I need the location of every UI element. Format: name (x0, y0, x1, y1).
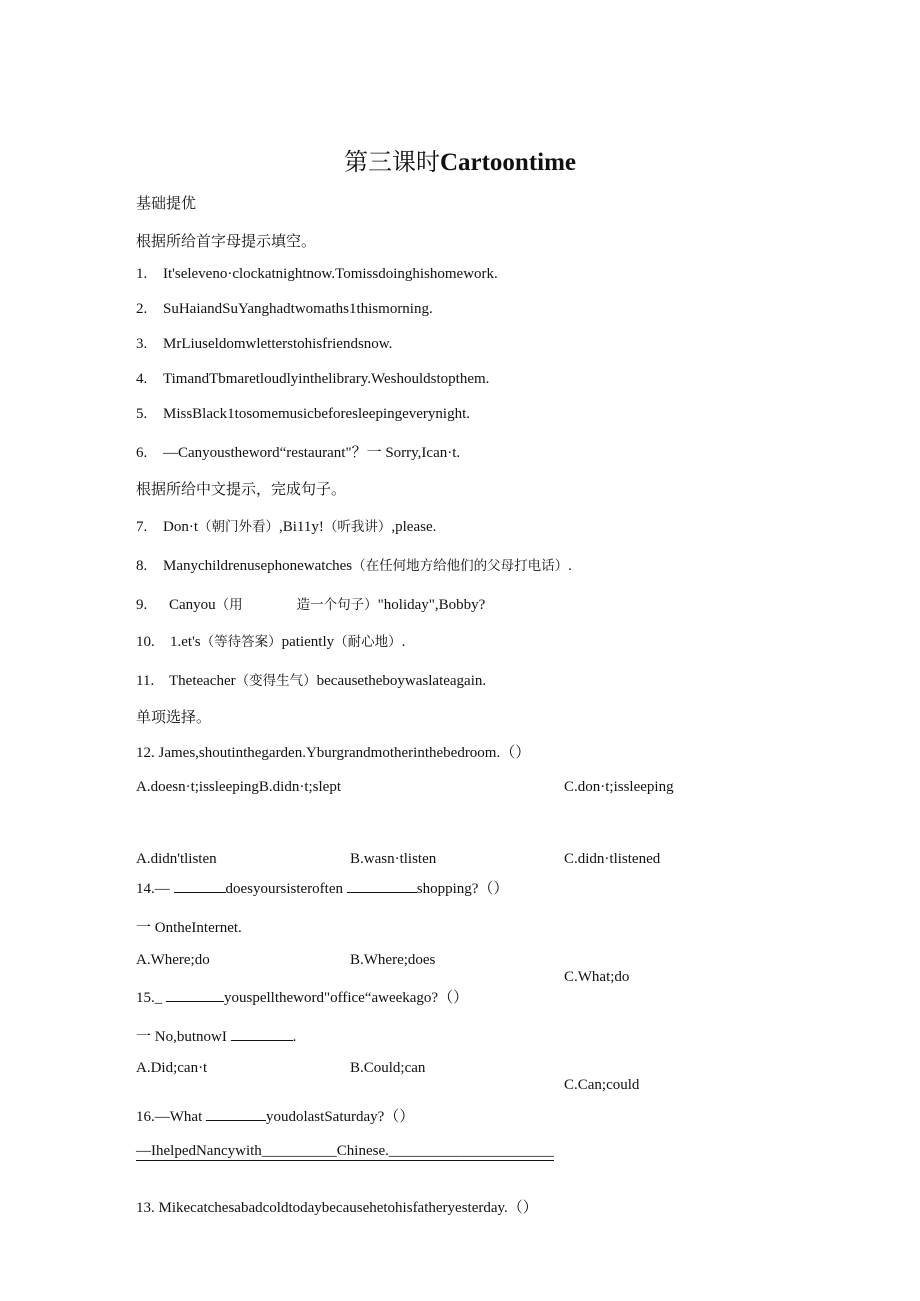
question-6: 6. —Canyoustheword“restaurant"？一 Sorry,Ican·t. (136, 445, 461, 461)
question-12: 12. James,shoutinthegarden.Yburgrandmotherinthebedroom.（） (136, 745, 531, 761)
answer-blank (347, 880, 417, 893)
q16-answer: —IhelpedNancywith__________Chinese.______________________ (136, 1143, 554, 1159)
q14-option-c: C.What;do (564, 969, 630, 985)
q15-option-a: A.Did;can·t (136, 1060, 208, 1076)
section-complete-cn: 根据所给中文提示，完成句子。 (136, 480, 347, 498)
q13-option-b: B.wasn·tlisten (350, 851, 437, 867)
q12-option-c: C.don·t;issleeping (564, 779, 674, 795)
question-7: 7. Don·t（朝门外看）,Bi11y!（听我讲）,please. (136, 519, 437, 535)
question-16: 16.—What youdolastSaturday?（） (136, 1109, 415, 1125)
q15-option-b: B.Could;can (350, 1060, 426, 1076)
section-fill-initial: 根据所给首字母提示填空。 (136, 232, 317, 250)
question-9: 9. Canyou（用 造一个句子）"holiday",Bobby? (136, 597, 486, 613)
q13-option-a: A.didn'tlisten (136, 851, 217, 867)
question-4: 4. TimandTbmaretloudlyinthelibrary.Weshouldstopthem. (136, 371, 490, 387)
question-1: 1. It'seleveno·clockatnightnow.Tomissdoinghishomework. (136, 266, 498, 282)
question-3: 3. MrLiuseldomwletterstohisfriendsnow. (136, 336, 393, 352)
q12-options-ab: A.doesn·t;issleepingB.didn·t;slept (136, 779, 341, 795)
question-8: 8. Manychildrenusephonewatches（在任何地方给他们的父母打电话）. (136, 558, 572, 574)
answer-blank (206, 1108, 266, 1121)
q15-answer: 一 No,butnowI . (136, 1029, 297, 1045)
q14-answer: 一 OntheInternet. (136, 920, 242, 936)
q14-option-a: A.Where;do (136, 952, 210, 968)
answer-blank (231, 1028, 293, 1041)
title-english: Cartoontime (439, 149, 577, 176)
q14-option-b: B.Where;does (350, 952, 436, 968)
question-14: 14.— doesyoursisteroften shopping?（） (136, 881, 509, 897)
question-11: 11. Theteacher（变得生气）becausetheboywaslateagain. (136, 673, 487, 689)
section-choice: 单项选择。 (136, 708, 212, 726)
question-5: 5. MissBlack1tosomemusicbeforesleepingeverynight. (136, 406, 471, 422)
q15-option-c: C.Can;could (564, 1077, 640, 1093)
question-15: 15._ youspelltheword"office“aweekago?（） (136, 990, 469, 1006)
question-2: 2. SuHaiandSuYanghadtwomaths1thismorning. (136, 301, 433, 317)
section-basic: 基础提优 (136, 194, 197, 212)
answer-blank (166, 989, 224, 1002)
q13-option-c: C.didn·tlistened (564, 851, 661, 867)
question-13: 13. Mikecatchesabadcoldtodaybecausehetohisfatheryesterday.（） (136, 1200, 538, 1216)
question-10: 10. 1.et's（等待答案）patiently（耐心地）. (136, 634, 406, 650)
page-title: 第三课时Cartoontime (343, 148, 577, 176)
answer-blank (174, 880, 226, 893)
